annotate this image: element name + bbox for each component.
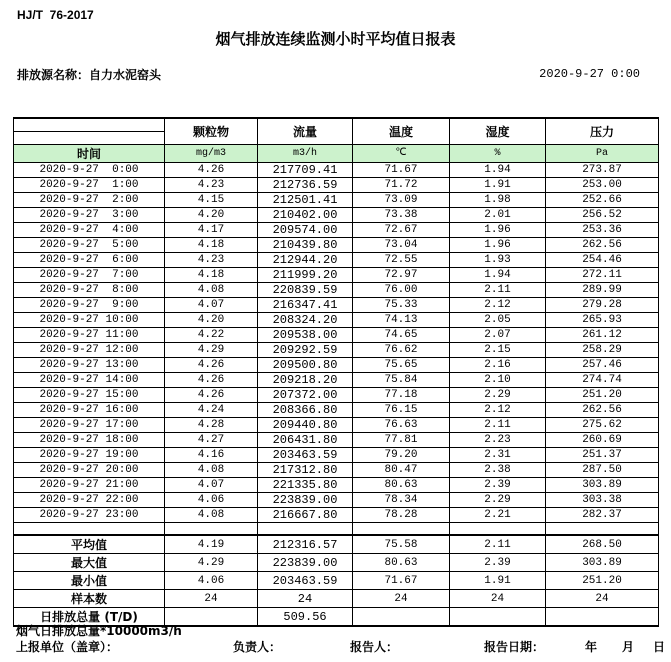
summary-value-cell: 4.19 bbox=[165, 535, 258, 554]
value-cell: 279.28 bbox=[546, 297, 659, 312]
value-cell: 2.11 bbox=[450, 417, 546, 432]
value-cell: 262.56 bbox=[546, 237, 659, 252]
time-cell: 2020-9-27 18:00 bbox=[14, 432, 165, 447]
value-cell: 76.62 bbox=[353, 342, 450, 357]
value-cell: 73.09 bbox=[353, 192, 450, 207]
unit-flow: m3/h bbox=[258, 144, 353, 162]
value-cell: 2.21 bbox=[450, 507, 546, 522]
value-cell: 71.67 bbox=[353, 162, 450, 177]
summary-value-cell: 212316.57 bbox=[258, 535, 353, 554]
time-column-header: 时间 bbox=[14, 144, 165, 162]
time-cell: 2020-9-27 23:00 bbox=[14, 507, 165, 522]
value-cell: 303.89 bbox=[546, 477, 659, 492]
report-date-label: 报告日期： bbox=[484, 640, 545, 654]
summary-value-cell: 71.67 bbox=[353, 572, 450, 590]
value-cell: 4.07 bbox=[165, 477, 258, 492]
header-blank-cell bbox=[14, 131, 165, 144]
summary-label-cell: 日排放总量 (T/D) bbox=[14, 608, 165, 627]
header-blank-cell bbox=[14, 118, 165, 131]
value-cell: 212501.41 bbox=[258, 192, 353, 207]
value-cell: 78.34 bbox=[353, 492, 450, 507]
value-cell: 4.26 bbox=[165, 372, 258, 387]
value-cell: 4.15 bbox=[165, 192, 258, 207]
value-cell: 73.04 bbox=[353, 237, 450, 252]
summary-value-cell: 251.20 bbox=[546, 572, 659, 590]
month-label: 月 bbox=[622, 640, 635, 654]
summary-value-cell: 24 bbox=[165, 590, 258, 608]
value-cell: 75.65 bbox=[353, 357, 450, 372]
summary-value-cell: 303.89 bbox=[546, 554, 659, 572]
summary-label-cell: 样本数 bbox=[14, 590, 165, 608]
value-cell: 4.17 bbox=[165, 222, 258, 237]
spacer-cell bbox=[258, 522, 353, 535]
emission-source-label: 排放源名称： bbox=[17, 68, 90, 82]
summary-value-cell: 2.39 bbox=[450, 554, 546, 572]
value-cell: 2.39 bbox=[450, 477, 546, 492]
value-cell: 4.28 bbox=[165, 417, 258, 432]
summary-value-cell: 4.29 bbox=[165, 554, 258, 572]
param-header-row bbox=[14, 118, 659, 131]
summary-row bbox=[14, 590, 659, 608]
value-cell: 209538.00 bbox=[258, 327, 353, 342]
summary-label-cell: 最小值 bbox=[14, 572, 165, 590]
value-cell: 208324.20 bbox=[258, 312, 353, 327]
value-cell: 77.81 bbox=[353, 432, 450, 447]
value-cell: 206431.80 bbox=[258, 432, 353, 447]
time-cell: 2020-9-27 14:00 bbox=[14, 372, 165, 387]
value-cell: 253.00 bbox=[546, 177, 659, 192]
table-row bbox=[14, 372, 659, 387]
time-cell: 2020-9-27 21:00 bbox=[14, 477, 165, 492]
emission-source bbox=[17, 66, 161, 83]
value-cell: 4.18 bbox=[165, 237, 258, 252]
value-cell: 1.94 bbox=[450, 162, 546, 177]
monitoring-table bbox=[13, 117, 659, 627]
value-cell: 4.18 bbox=[165, 267, 258, 282]
value-cell: 2.01 bbox=[450, 207, 546, 222]
summary-value-cell: 24 bbox=[546, 590, 659, 608]
value-cell: 212736.59 bbox=[258, 177, 353, 192]
table-row bbox=[14, 477, 659, 492]
value-cell: 2.12 bbox=[450, 402, 546, 417]
value-cell: 73.38 bbox=[353, 207, 450, 222]
unit-temperature: ℃ bbox=[353, 144, 450, 162]
value-cell: 72.67 bbox=[353, 222, 450, 237]
table-body bbox=[14, 162, 659, 626]
value-cell: 72.97 bbox=[353, 267, 450, 282]
value-cell: 208366.80 bbox=[258, 402, 353, 417]
table-row bbox=[14, 342, 659, 357]
value-cell: 211999.20 bbox=[258, 267, 353, 282]
value-cell: 2.29 bbox=[450, 387, 546, 402]
summary-row bbox=[14, 572, 659, 590]
time-cell: 2020-9-27 17:00 bbox=[14, 417, 165, 432]
value-cell: 2.15 bbox=[450, 342, 546, 357]
col-header-humidity: 湿度 bbox=[450, 118, 546, 144]
value-cell: 2.10 bbox=[450, 372, 546, 387]
value-cell: 216347.41 bbox=[258, 297, 353, 312]
col-header-pressure: 压力 bbox=[546, 118, 659, 144]
summary-value-cell: 24 bbox=[258, 590, 353, 608]
value-cell: 76.00 bbox=[353, 282, 450, 297]
value-cell: 220839.59 bbox=[258, 282, 353, 297]
table-row bbox=[14, 447, 659, 462]
value-cell: 2.16 bbox=[450, 357, 546, 372]
value-cell: 75.84 bbox=[353, 372, 450, 387]
standard-number: HJ/T 76-2017 bbox=[17, 8, 94, 22]
value-cell: 210439.80 bbox=[258, 237, 353, 252]
time-cell: 2020-9-27 6:00 bbox=[14, 252, 165, 267]
spacer-cell bbox=[165, 522, 258, 535]
summary-value-cell: 75.58 bbox=[353, 535, 450, 554]
value-cell: 4.23 bbox=[165, 252, 258, 267]
value-cell: 4.07 bbox=[165, 297, 258, 312]
value-cell: 74.65 bbox=[353, 327, 450, 342]
time-cell: 2020-9-27 5:00 bbox=[14, 237, 165, 252]
value-cell: 72.55 bbox=[353, 252, 450, 267]
value-cell: 282.37 bbox=[546, 507, 659, 522]
value-cell: 303.38 bbox=[546, 492, 659, 507]
time-cell: 2020-9-27 10:00 bbox=[14, 312, 165, 327]
summary-value-cell: 268.50 bbox=[546, 535, 659, 554]
time-cell: 2020-9-27 20:00 bbox=[14, 462, 165, 477]
summary-label-cell: 最大值 bbox=[14, 554, 165, 572]
value-cell: 2.11 bbox=[450, 282, 546, 297]
time-cell: 2020-9-27 2:00 bbox=[14, 192, 165, 207]
value-cell: 257.46 bbox=[546, 357, 659, 372]
value-cell: 4.24 bbox=[165, 402, 258, 417]
value-cell: 1.93 bbox=[450, 252, 546, 267]
unit-particulate: mg/m3 bbox=[165, 144, 258, 162]
value-cell: 223839.00 bbox=[258, 492, 353, 507]
value-cell: 209218.20 bbox=[258, 372, 353, 387]
value-cell: 265.93 bbox=[546, 312, 659, 327]
value-cell: 209574.00 bbox=[258, 222, 353, 237]
table-row bbox=[14, 297, 659, 312]
summary-value-cell: 1.91 bbox=[450, 572, 546, 590]
time-cell: 2020-9-27 8:00 bbox=[14, 282, 165, 297]
table-row bbox=[14, 492, 659, 507]
value-cell: 207372.00 bbox=[258, 387, 353, 402]
value-cell: 76.63 bbox=[353, 417, 450, 432]
value-cell: 2.23 bbox=[450, 432, 546, 447]
spacer-cell bbox=[14, 522, 165, 535]
responsible-person-label: 负责人： bbox=[233, 640, 282, 654]
report-datetime: 2020-9-27 0:00 bbox=[539, 67, 640, 81]
table-row bbox=[14, 327, 659, 342]
value-cell: 4.08 bbox=[165, 282, 258, 297]
value-cell: 216667.80 bbox=[258, 507, 353, 522]
time-cell: 2020-9-27 1:00 bbox=[14, 177, 165, 192]
table-row bbox=[14, 237, 659, 252]
value-cell: 258.29 bbox=[546, 342, 659, 357]
value-cell: 1.98 bbox=[450, 192, 546, 207]
unit-humidity: % bbox=[450, 144, 546, 162]
value-cell: 274.74 bbox=[546, 372, 659, 387]
time-cell: 2020-9-27 12:00 bbox=[14, 342, 165, 357]
summary-value-cell bbox=[450, 608, 546, 627]
summary-value-cell: 24 bbox=[450, 590, 546, 608]
value-cell: 4.06 bbox=[165, 492, 258, 507]
time-cell: 2020-9-27 19:00 bbox=[14, 447, 165, 462]
value-cell: 80.47 bbox=[353, 462, 450, 477]
col-header-flow: 流量 bbox=[258, 118, 353, 144]
value-cell: 4.22 bbox=[165, 327, 258, 342]
value-cell: 212944.20 bbox=[258, 252, 353, 267]
value-cell: 79.20 bbox=[353, 447, 450, 462]
value-cell: 203463.59 bbox=[258, 447, 353, 462]
year-label: 年 bbox=[585, 640, 598, 654]
summary-value-cell: 24 bbox=[353, 590, 450, 608]
spacer-cell bbox=[546, 522, 659, 535]
summary-value-cell: 223839.00 bbox=[258, 554, 353, 572]
value-cell: 275.62 bbox=[546, 417, 659, 432]
spacer-row bbox=[14, 522, 659, 535]
summary-row bbox=[14, 535, 659, 554]
value-cell: 2.29 bbox=[450, 492, 546, 507]
summary-value-cell bbox=[546, 608, 659, 627]
summary-value-cell: 509.56 bbox=[258, 608, 353, 627]
value-cell: 1.96 bbox=[450, 222, 546, 237]
table-row bbox=[14, 177, 659, 192]
time-cell: 2020-9-27 15:00 bbox=[14, 387, 165, 402]
value-cell: 221335.80 bbox=[258, 477, 353, 492]
value-cell: 254.46 bbox=[546, 252, 659, 267]
value-cell: 262.56 bbox=[546, 402, 659, 417]
spacer-cell bbox=[353, 522, 450, 535]
spacer-cell bbox=[450, 522, 546, 535]
value-cell: 4.08 bbox=[165, 507, 258, 522]
reporter-label: 报告人： bbox=[350, 640, 399, 654]
value-cell: 2.05 bbox=[450, 312, 546, 327]
value-cell: 4.26 bbox=[165, 387, 258, 402]
summary-value-cell: 203463.59 bbox=[258, 572, 353, 590]
value-cell: 75.33 bbox=[353, 297, 450, 312]
day-label: 日 bbox=[653, 640, 666, 654]
summary-row bbox=[14, 554, 659, 572]
value-cell: 2.31 bbox=[450, 447, 546, 462]
time-cell: 2020-9-27 9:00 bbox=[14, 297, 165, 312]
table-row bbox=[14, 222, 659, 237]
page-title: 烟气排放连续监测小时平均值日报表 bbox=[215, 30, 456, 48]
report-unit-label: 上报单位（盖章）： bbox=[16, 640, 119, 654]
table-row bbox=[14, 432, 659, 447]
value-cell: 4.29 bbox=[165, 342, 258, 357]
summary-label-cell: 平均值 bbox=[14, 535, 165, 554]
value-cell: 1.91 bbox=[450, 177, 546, 192]
time-cell: 2020-9-27 7:00 bbox=[14, 267, 165, 282]
value-cell: 78.28 bbox=[353, 507, 450, 522]
time-cell: 2020-9-27 4:00 bbox=[14, 222, 165, 237]
table-row bbox=[14, 207, 659, 222]
value-cell: 4.26 bbox=[165, 162, 258, 177]
value-cell: 217312.80 bbox=[258, 462, 353, 477]
value-cell: 4.26 bbox=[165, 357, 258, 372]
value-cell: 4.20 bbox=[165, 207, 258, 222]
value-cell: 4.27 bbox=[165, 432, 258, 447]
table-row bbox=[14, 507, 659, 522]
table-row bbox=[14, 312, 659, 327]
value-cell: 287.50 bbox=[546, 462, 659, 477]
value-cell: 272.11 bbox=[546, 267, 659, 282]
value-cell: 209440.80 bbox=[258, 417, 353, 432]
value-cell: 77.18 bbox=[353, 387, 450, 402]
value-cell: 71.72 bbox=[353, 177, 450, 192]
table-row bbox=[14, 252, 659, 267]
value-cell: 4.20 bbox=[165, 312, 258, 327]
value-cell: 2.07 bbox=[450, 327, 546, 342]
table-row bbox=[14, 417, 659, 432]
value-cell: 76.15 bbox=[353, 402, 450, 417]
value-cell: 80.63 bbox=[353, 477, 450, 492]
value-cell: 217709.41 bbox=[258, 162, 353, 177]
table-row bbox=[14, 402, 659, 417]
table-row bbox=[14, 462, 659, 477]
col-header-particulate: 颗粒物 bbox=[165, 118, 258, 144]
value-cell: 210402.00 bbox=[258, 207, 353, 222]
value-cell: 209292.59 bbox=[258, 342, 353, 357]
signature-line bbox=[0, 638, 671, 654]
value-cell: 4.08 bbox=[165, 462, 258, 477]
value-cell: 4.16 bbox=[165, 447, 258, 462]
unit-header-row bbox=[14, 144, 659, 162]
summary-value-cell: 2.11 bbox=[450, 535, 546, 554]
value-cell: 251.20 bbox=[546, 387, 659, 402]
table-row bbox=[14, 387, 659, 402]
time-cell: 2020-9-27 16:00 bbox=[14, 402, 165, 417]
value-cell: 74.13 bbox=[353, 312, 450, 327]
value-cell: 2.38 bbox=[450, 462, 546, 477]
value-cell: 2.12 bbox=[450, 297, 546, 312]
value-cell: 1.94 bbox=[450, 267, 546, 282]
table-row bbox=[14, 267, 659, 282]
table-row bbox=[14, 192, 659, 207]
col-header-temperature: 温度 bbox=[353, 118, 450, 144]
value-cell: 1.96 bbox=[450, 237, 546, 252]
total-emission-note: 烟气日排放总量*10000m3/h bbox=[16, 624, 182, 638]
time-cell: 2020-9-27 0:00 bbox=[14, 162, 165, 177]
value-cell: 260.69 bbox=[546, 432, 659, 447]
value-cell: 252.66 bbox=[546, 192, 659, 207]
time-cell: 2020-9-27 3:00 bbox=[14, 207, 165, 222]
value-cell: 289.99 bbox=[546, 282, 659, 297]
value-cell: 273.87 bbox=[546, 162, 659, 177]
summary-value-cell bbox=[353, 608, 450, 627]
table-row bbox=[14, 282, 659, 297]
table-header bbox=[14, 118, 659, 162]
value-cell: 253.36 bbox=[546, 222, 659, 237]
time-cell: 2020-9-27 22:00 bbox=[14, 492, 165, 507]
summary-value-cell: 80.63 bbox=[353, 554, 450, 572]
time-cell: 2020-9-27 11:00 bbox=[14, 327, 165, 342]
summary-value-cell: 4.06 bbox=[165, 572, 258, 590]
value-cell: 256.52 bbox=[546, 207, 659, 222]
table-row bbox=[14, 162, 659, 177]
table-row bbox=[14, 357, 659, 372]
value-cell: 261.12 bbox=[546, 327, 659, 342]
time-cell: 2020-9-27 13:00 bbox=[14, 357, 165, 372]
value-cell: 251.37 bbox=[546, 447, 659, 462]
value-cell: 209500.80 bbox=[258, 357, 353, 372]
unit-pressure: Pa bbox=[546, 144, 659, 162]
value-cell: 4.23 bbox=[165, 177, 258, 192]
emission-source-name: 自力水泥窑头 bbox=[89, 68, 162, 82]
